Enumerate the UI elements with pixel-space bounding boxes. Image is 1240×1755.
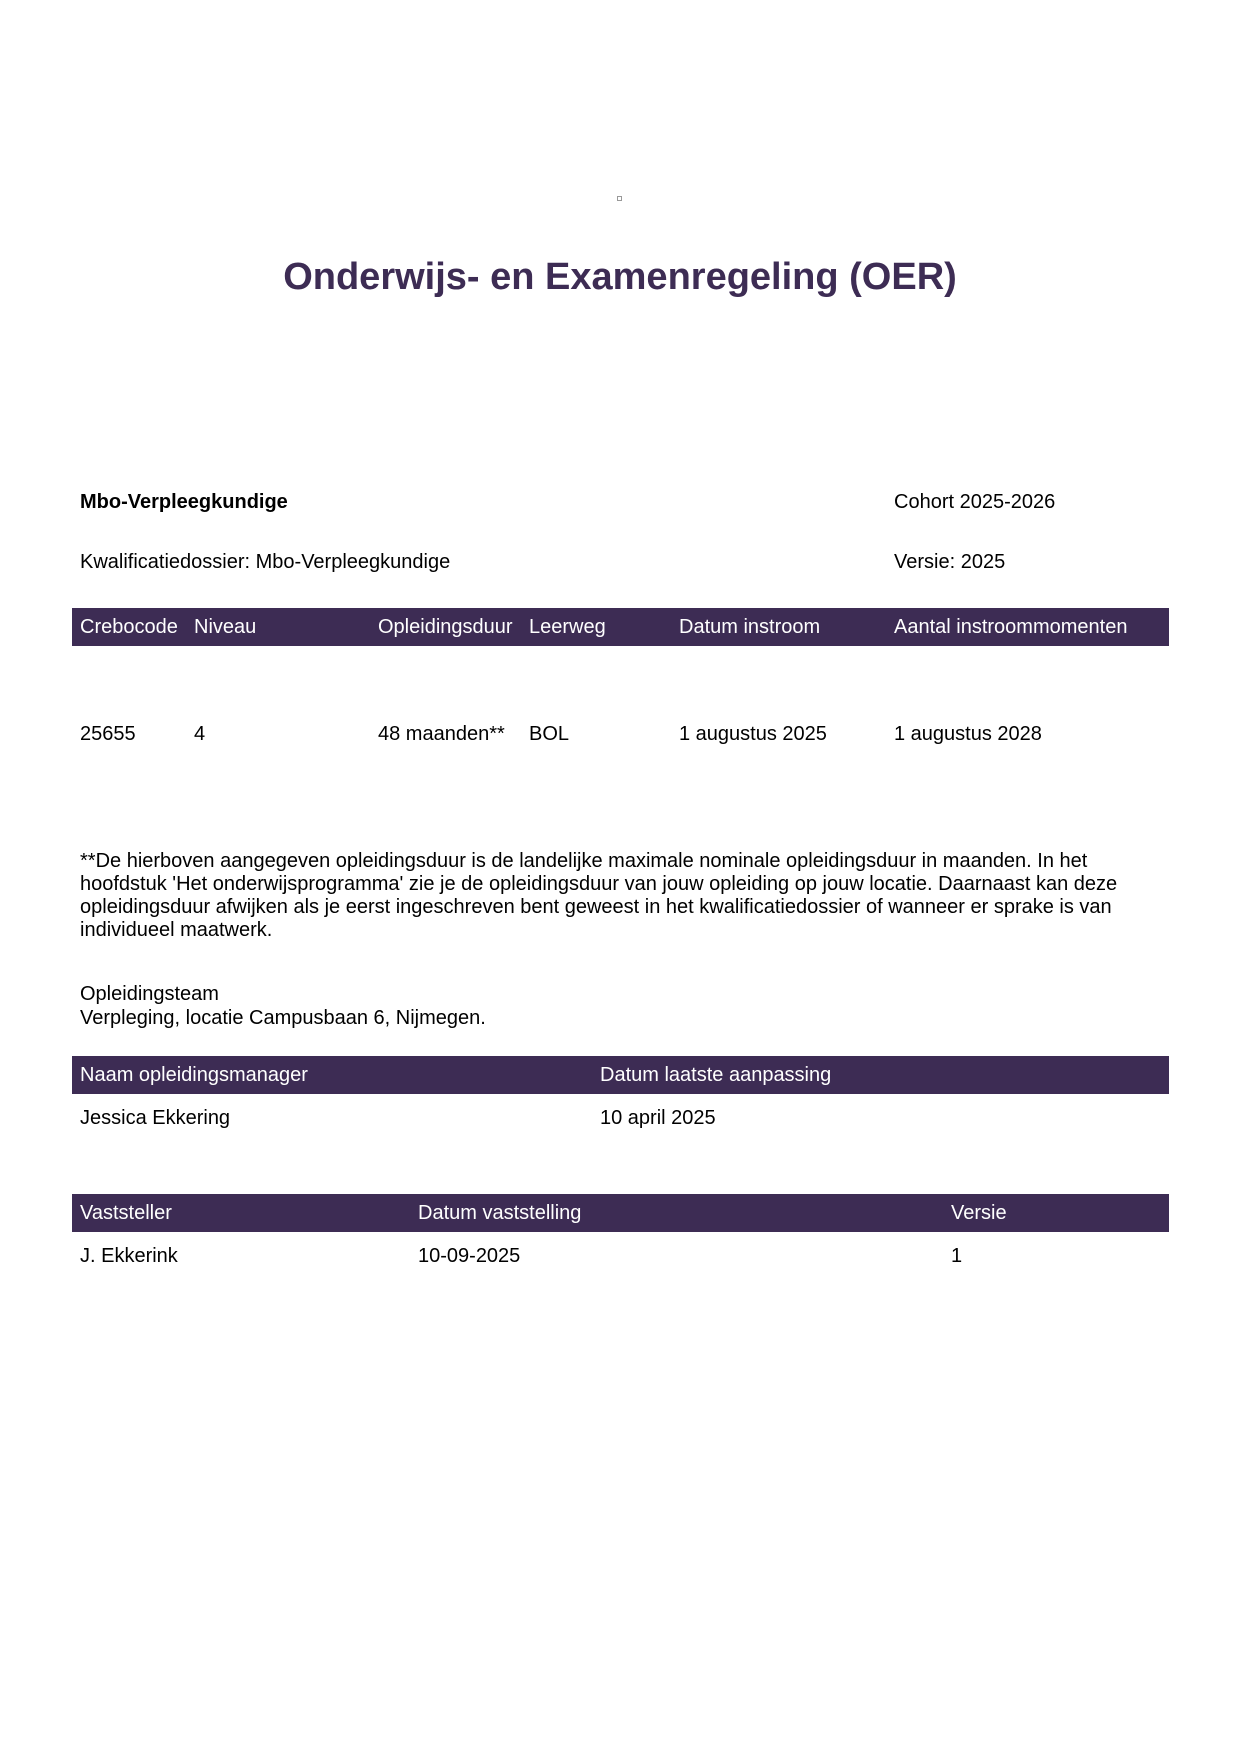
- cell-manager-name: Jessica Ekkering: [80, 1107, 231, 1129]
- header-versie: Versie: [951, 1202, 1007, 1224]
- cell-versie: 1: [951, 1245, 963, 1267]
- header-naam-opleidingsmanager: Naam opleidingsmanager: [80, 1064, 308, 1086]
- cohort-label: Cohort 2025-2026: [894, 491, 1056, 513]
- program-name: Mbo-Verpleegkundige: [80, 491, 288, 513]
- header-datum-vaststelling: Datum vaststelling: [418, 1202, 582, 1224]
- document-title: Onderwijs- en Examenregeling (OER): [283, 256, 957, 298]
- cell-datum-vaststelling: 10-09-2025: [418, 1245, 521, 1267]
- dossier-label: Kwalificatiedossier: Mbo-Verpleegkundige: [80, 551, 451, 573]
- header-leerweg: Leerweg: [529, 616, 606, 638]
- header-datum-instroom: Datum instroom: [679, 616, 821, 638]
- cell-leerweg: BOL: [529, 723, 570, 745]
- cell-datum-instroom: 1 augustus 2025: [679, 723, 827, 745]
- team-label: Opleidingsteam: [80, 983, 219, 1005]
- duration-footnote: **De hierboven aangegeven opleidingsduur is de landelijke maximale nominale opleidingsduur in maanden. In het hoofdstuk 'Het onderwijsprogramma' zie je de opleidingsduur van jouw opleiding op jouw locatie. Daarnaast kan deze opleidingsduur afwijken als je eerst ingeschreven bent geweest in het kwalificatiedossier of wanneer er sprake is van individueel maatwerk.: [80, 850, 1118, 941]
- approval-table-header: [72, 1194, 1169, 1232]
- team-location: Verpleging, locatie Campusbaan 6, Nijmegen.: [80, 1007, 486, 1029]
- program-table-header: [72, 608, 1169, 646]
- cell-crebocode: 25655: [80, 723, 136, 745]
- header-vaststeller: Vaststeller: [80, 1202, 172, 1224]
- header-aantal-instroommomenten: Aantal instroommomenten: [894, 616, 1128, 638]
- cell-aantal-instroommomenten: 1 augustus 2028: [894, 723, 1042, 745]
- team-info: [80, 982, 486, 1030]
- cell-vaststeller: J. Ekkerink: [80, 1245, 178, 1267]
- header-datum-laatste-aanpassing: Datum laatste aanpassing: [600, 1064, 832, 1086]
- header-crebocode: Crebocode: [80, 616, 178, 638]
- version-label: Versie: 2025: [894, 551, 1006, 573]
- header-opleidingsduur: Opleidingsduur: [378, 616, 513, 638]
- header-niveau: Niveau: [194, 616, 257, 638]
- manager-table-header: [72, 1056, 1169, 1094]
- cell-last-modified: 10 april 2025: [600, 1107, 716, 1129]
- cell-niveau: 4: [194, 723, 206, 745]
- logo-placeholder-icon: [617, 196, 622, 201]
- cell-opleidingsduur: 48 maanden**: [378, 723, 505, 745]
